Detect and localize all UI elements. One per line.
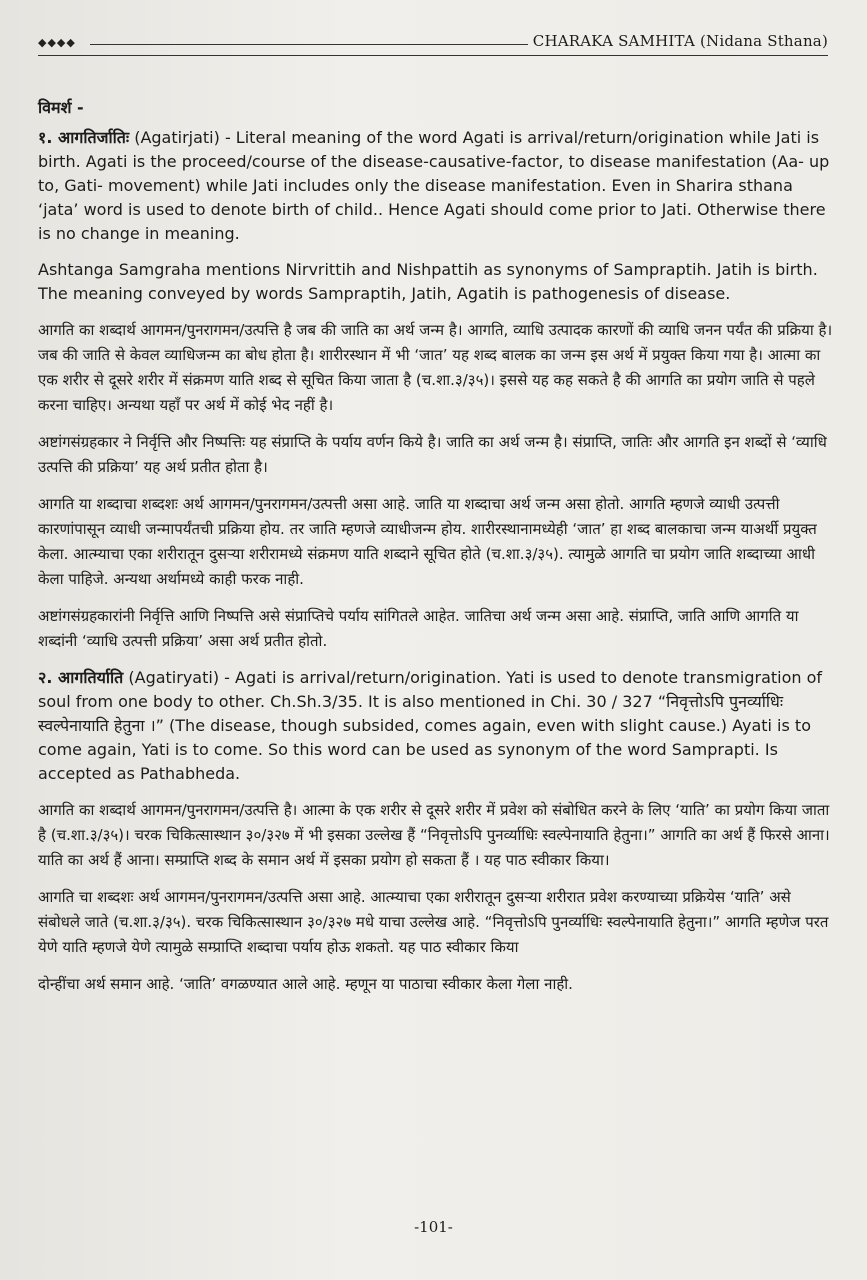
item1-english-text: (Agatirjati) - Literal meaning of the word Agati is arrival/return/origination while Jati is birth. Agati is the proceed/course of the disease-causative-factor, to disease manifestation (Aa- up to, Gati- movement) while Jati includes only the disease manifestation. Even in Sharira sthana ‘jata’ word is used to denote birth of child.. Hence Agati should come prior to Jati. Otherwise there is no change in meaning.	[38, 128, 830, 243]
item2-title: २. आगतिर्याति	[38, 668, 124, 687]
item2-hindi-paragraph: आगति का शब्दार्थ आगमन/पुनरागमन/उत्पत्ति है। आत्मा के एक शरीर से दूसरे शरीर में प्रवेश को संबोधित करने के लिए ‘याति’ का प्रयोग किया जाता है (च.शा.३/३५)। चरक चिकित्सास्थान ३०/३२७ में भी इसका उल्लेख हैं “निवृत्तोऽपि पुनर्व्याधिः स्वल्पेनायाति हेतुना।” आगति का अर्थ हैं फिरसे आना। याति का अर्थ हैं आना। सम्प्राप्ति शब्द के समान अर्थ में इसका प्रयोग हो सकता हैं । यह पाठ स्वीकार किया।	[38, 801, 830, 869]
item1-hindi-paragraph: आगति का शब्दार्थ आगमन/पुनरागमन/उत्पत्ति है जब की जाति का अर्थ जन्म है। आगति, व्याधि उत्पादक कारणों की व्याधि जनन पर्यंत की प्रक्रिया है। जब की जाति से केवल व्याधिजन्म का बोध होता है। शारीरस्थान में भी ‘जात’ यह शब्द बालक का जन्म इस अर्थ में प्रयुक्त किया गया है। आत्मा का एक शरीर से दूसरे शरीर में संक्रमण याति शब्द से सूचित किया जाता है (च.शा.३/३५)। इससे यह कह सकते है की आगति का प्रयोग जाति से पहले करना चाहिए। अन्यथा यहाँ पर अर्थ में कोई भेद नहीं है।	[38, 321, 833, 414]
item2-english-text: (Agatiryati) - Agati is arrival/return/origination. Yati is used to denote transmigration of soul from one body to other. Ch.Sh.3/35. It is also mentioned in Chi. 30 / 327 “निवृत्तोऽपि पुनर्व्याधिः स्वल्पेनायाति हेतुना ।” (The disease, though subsided, comes again, even with slight cause.) Ayati is to come again, Yati is to come. So this word can be used as synonym of the word Samprapti. Is accepted as Pathabheda.	[38, 668, 823, 783]
running-header	[38, 32, 828, 56]
item1-marathi-paragraph: आगति या शब्दाचा शब्दशः अर्थ आगमन/पुनरागमन/उत्पत्ती असा आहे. जाति या शब्दाचा अर्थ जन्म असा होतो. आगति म्हणजे व्याधी उत्पत्ती कारणांपासून व्याधी जन्मापर्यंतची प्रक्रिया होय. तर जाति म्हणजे व्याधीजन्म होय. शारीरस्थानामध्येही ‘जात’ हा शब्द बालकाचा जन्म याअर्थी प्रयुक्त केला. आत्म्याचा एका शरीरातून दुसऱ्या शरीरामध्ये संक्रमण याति शब्दाने सूचित होते (च.शा.३/३५). त्यामुळे आगति चा प्रयोग जाति शब्दाच्या आधी केला पाहिजे. अन्यथा अर्थामध्ये काही फरक नाही.	[38, 495, 817, 588]
item1-english-paragraph-2: Ashtanga Samgraha mentions Nirvrittih and Nishpattih as synonyms of Sampraptih. Jatih is birth. The meaning conveyed by words Sampraptih, Jatih, Agatih is pathogenesis of disease.	[38, 260, 818, 303]
page-number: -101-	[414, 1218, 453, 1236]
section-heading: विमर्श -	[38, 98, 84, 117]
header-rule	[90, 44, 528, 45]
item2-marathi-paragraph-2: दोन्हींचा अर्थ समान आहे. ‘जाति’ वगळण्यात आले आहे. म्हणून या पाठाचा स्वीकार केला गेला नाही.	[38, 975, 573, 993]
diamond-ornament-icon: ◆◆◆◆	[38, 36, 76, 49]
item1-marathi-paragraph-2: अष्टांगसंग्रहकारांनी निर्वृत्ति आणि निष्पत्ति असे संप्राप्तिचे पर्याय सांगितले आहेत. जातिचा अर्थ जन्म असा आहे. संप्राप्ति, जाति आणि आगति या शब्दांनी ‘व्याधि उत्पत्ती प्रक्रिया’ असा अर्थ प्रतीत होतो.	[38, 607, 799, 650]
item1-title: १. आगतिर्जातिः	[38, 128, 130, 147]
header-divider	[38, 55, 828, 56]
item2-marathi-paragraph: आगति चा शब्दशः अर्थ आगमन/पुनरागमन/उत्पत्ति असा आहे. आत्म्याचा एका शरीरातून दुसऱ्या शरीरात प्रवेश करण्याच्या प्रक्रियेस ‘याति’ असे संबोधले जाते (च.शा.३/३५). चरक चिकित्सास्थान ३०/३२७ मधे याचा उल्लेख आहे. “निवृत्तोऽपि पुनर्व्याधिः स्वल्पेनायाति हेतुना।” आगति म्हणेज परत येणे याति म्हणजे येणे त्यामुळे सम्प्राप्ति शब्दाचा पर्याय होऊ शकतो. यह पाठ स्वीकार किया	[38, 888, 829, 956]
item1-hindi-paragraph-2: अष्टांगसंग्रहकार ने निर्वृत्ति और निष्पत्तिः यह संप्राप्ति के पर्याय वर्णन किये है। जाति का अर्थ जन्म है। संप्राप्ति, जातिः और आगति इन शब्दों से ‘व्याधि उत्पत्ति की प्रक्रिया’ यह अर्थ प्रतीत होता है।	[38, 433, 827, 476]
item1-english-paragraph	[38, 126, 834, 246]
item2-english-paragraph	[38, 666, 834, 786]
page-body	[38, 96, 834, 1009]
header-title: CHARAKA SAMHITA (Nidana Sthana)	[532, 32, 828, 50]
